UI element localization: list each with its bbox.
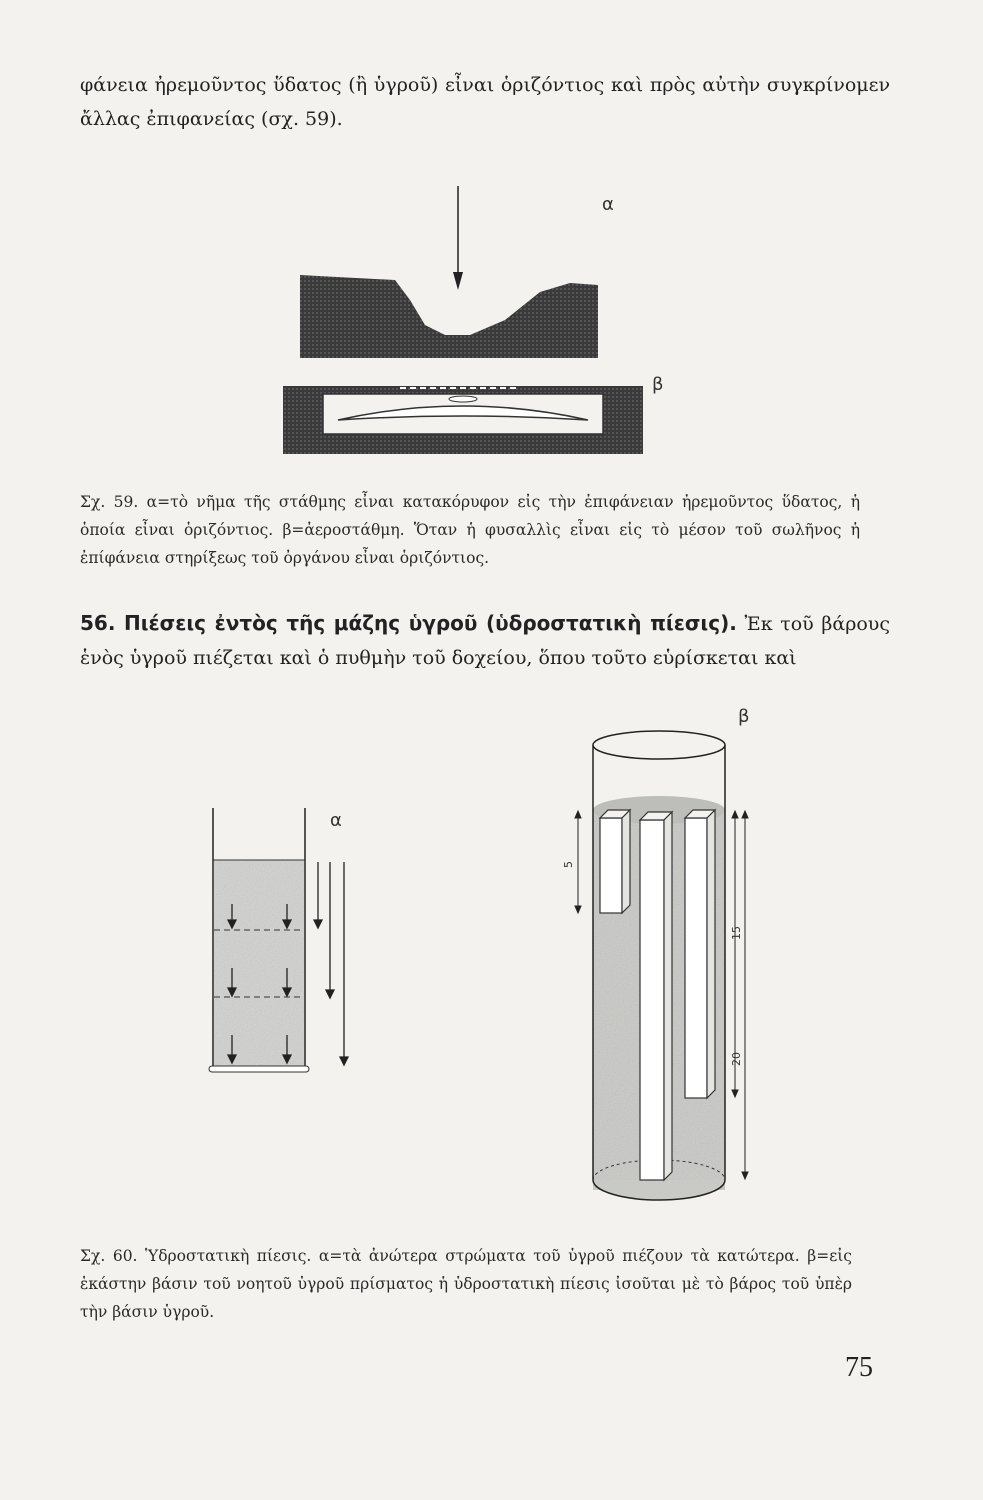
dim-label-5: 5 [562, 861, 575, 868]
dim-label-20: 20 [730, 1052, 743, 1066]
page-number: 75 [845, 1352, 873, 1383]
prism-short [600, 810, 630, 913]
beaker-base [209, 1066, 309, 1072]
section-text: Ἐκ τοῦ βάρους ἑνὸς ὑγροῦ πιέζεται καὶ ὁ πυθμὴν τοῦ δοχείου, ὅπου τοῦτο εὑρίσκεται καὶ [80, 613, 891, 669]
section-heading: 56. Πιέσεις ἐντὸς τῆς μάζης ὑγροῦ (ὑδροστατικὴ πίεσις). [80, 611, 737, 635]
cylinder-bottom [593, 1180, 725, 1200]
figure-60-label-a: α [330, 810, 342, 831]
intro-paragraph: φάνεια ἠρεμοῦντος ὕδατος (ἢ ὑγροῦ) εἶναι ὁριζόντιος καὶ πρὸς αὐτὴν συγκρίνομεν ἄλλας ἐπιφανείας (σχ. 59). [80, 74, 890, 130]
dim-label-15: 15 [730, 926, 743, 940]
liquid-texture [214, 860, 304, 1066]
prism-medium [685, 810, 715, 1098]
figure-59-label-a: α [602, 194, 614, 215]
figure-59-caption: Σχ. 59. α=τὸ νῆμα τῆς στάθμης εἶναι κατακόρυφον εἰς τὴν ἐπιφάνειαν ἠρεμοῦντος ὕδατος, ἡ ὁποία εἶναι ὁριζόντιος. β=ἀεροστάθμη. Ὅταν ἡ φυσαλλὶς εἶναι εἰς τὸ μέσον τοῦ σωλῆνος ἡ ἐπίφάνεια στηρίξεως τοῦ ὀργάνου εἶναι ὁριζόντιος. [80, 493, 860, 567]
prism-tall [640, 812, 672, 1180]
figure-60-label-b: β [738, 706, 750, 727]
cylinder-top-rim [593, 731, 725, 759]
figure-59-label-b: β [652, 374, 664, 395]
figure-60-caption: Σχ. 60. Ὑδροστατικὴ πίεσις. α=τὰ ἀνώτερα στρώματα τοῦ ὑγροῦ πιέζουν τὰ κατώτερα. β=εἰς ἑκάστην βάσιν τοῦ νοητοῦ ὑγροῦ πρίσματος ἡ ὑδροστατικὴ πίεσις ἰσοῦται μὲ τὸ βάρος τοῦ ὑπὲρ τὴν βάσιν ὑγροῦ. [80, 1247, 852, 1321]
